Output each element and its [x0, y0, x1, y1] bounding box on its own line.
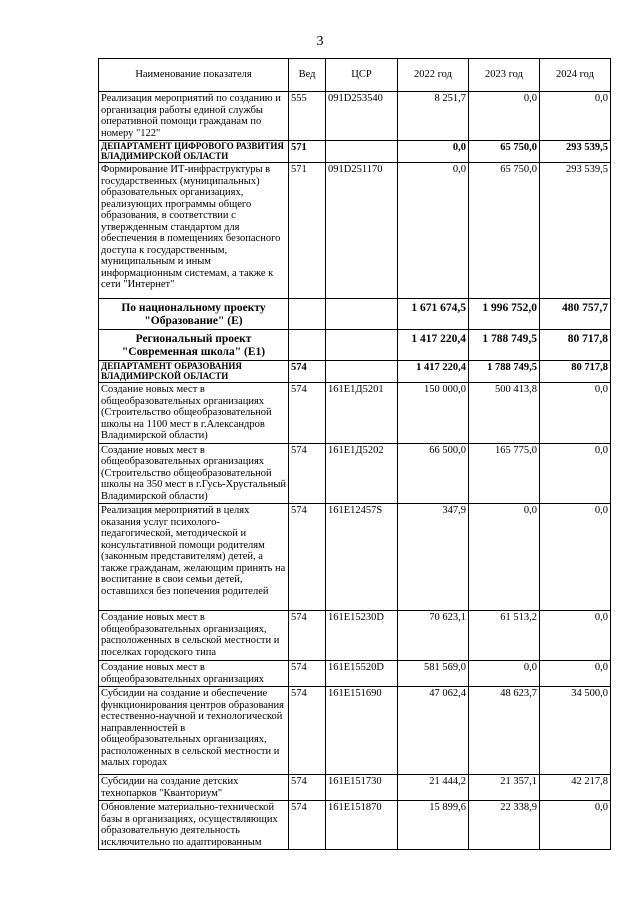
row-2023: 1 788 749,5 [469, 330, 540, 361]
row-csr: 091D253540 [326, 92, 398, 141]
table-row [99, 299, 611, 330]
table-row [99, 141, 611, 163]
row-2024: 0,0 [540, 443, 611, 504]
budget-table [98, 58, 611, 850]
table-row [99, 330, 611, 361]
row-ved [289, 330, 326, 361]
row-2022: 8 251,7 [398, 92, 469, 141]
row-ved: 574 [289, 687, 326, 775]
row-2022: 66 500,0 [398, 443, 469, 504]
row-2024: 80 717,8 [540, 330, 611, 361]
row-2024: 0,0 [540, 611, 611, 661]
row-ved: 574 [289, 775, 326, 801]
row-ved [289, 299, 326, 330]
row-2024: 0,0 [540, 383, 611, 444]
table-row [99, 361, 611, 383]
row-csr: 161E151870 [326, 801, 398, 850]
table-row [99, 661, 611, 687]
row-csr: 161E151730 [326, 775, 398, 801]
row-name: ДЕПАРТАМЕНТ ЦИФРОВОГО РАЗВИТИЯ ВЛАДИМИРСКОЙ ОБЛАСТИ [99, 141, 289, 163]
row-2024: 0,0 [540, 504, 611, 611]
row-csr [326, 141, 398, 163]
row-csr: 091D251170 [326, 163, 398, 299]
row-name: Региональный проект "Современная школа" (Е1) [99, 330, 289, 361]
row-ved: 574 [289, 383, 326, 444]
header-name: Наименование показателя [99, 59, 289, 92]
row-2022: 581 569,0 [398, 661, 469, 687]
row-name: Реализация мероприятий в целях оказания услуг психолого-педагогической, методической и консультативной помощи родителям (законным представителям) детей, а также гражданам, желающим принять на воспитание в свои семьи детей, оставшихся без попечения родителей [99, 504, 289, 611]
row-2023: 65 750,0 [469, 163, 540, 299]
row-ved: 574 [289, 661, 326, 687]
table-body [99, 92, 611, 850]
row-csr: 161E12457S [326, 504, 398, 611]
row-2023: 48 623,7 [469, 687, 540, 775]
row-2023: 0,0 [469, 661, 540, 687]
row-2023: 61 513,2 [469, 611, 540, 661]
row-name: Создание новых мест в общеобразовательных организациях [99, 661, 289, 687]
row-2023: 165 775,0 [469, 443, 540, 504]
row-2024: 34 500,0 [540, 687, 611, 775]
table-row [99, 801, 611, 850]
row-ved: 555 [289, 92, 326, 141]
row-2023: 21 357,1 [469, 775, 540, 801]
row-ved: 574 [289, 443, 326, 504]
row-csr: 161E1Д5202 [326, 443, 398, 504]
row-2022: 47 062,4 [398, 687, 469, 775]
table-row [99, 383, 611, 444]
row-2022: 1 417 220,4 [398, 330, 469, 361]
header-2023: 2023 год [469, 59, 540, 92]
row-ved: 574 [289, 611, 326, 661]
row-2022: 70 623,1 [398, 611, 469, 661]
row-2024: 293 539,5 [540, 141, 611, 163]
row-2022: 0,0 [398, 163, 469, 299]
row-csr: 161E15520D [326, 661, 398, 687]
page-number: 3 [316, 34, 324, 49]
row-csr [326, 299, 398, 330]
row-csr: 161E151690 [326, 687, 398, 775]
row-name: Создание новых мест в общеобразовательных организациях (Строительство общеобразовательной школы на 350 мест в г.Гусь-Хрустальный Владимирской области) [99, 443, 289, 504]
row-2023: 0,0 [469, 92, 540, 141]
row-name: Обновление материально-технической базы в организациях, осуществляющих образовательную деятельность исключительно по адаптированным [99, 801, 289, 850]
row-2022: 1 671 674,5 [398, 299, 469, 330]
row-ved: 574 [289, 361, 326, 383]
row-2024: 293 539,5 [540, 163, 611, 299]
row-2024: 0,0 [540, 92, 611, 141]
row-2022: 21 444,2 [398, 775, 469, 801]
row-2023: 0,0 [469, 504, 540, 611]
table-row [99, 687, 611, 775]
row-2024: 42 217,8 [540, 775, 611, 801]
header-2024: 2024 год [540, 59, 611, 92]
row-name: По национальному проекту "Образование" (Е) [99, 299, 289, 330]
row-name: ДЕПАРТАМЕНТ ОБРАЗОВАНИЯ ВЛАДИМИРСКОЙ ОБЛАСТИ [99, 361, 289, 383]
row-ved: 571 [289, 163, 326, 299]
row-name: Формирование ИТ-инфраструктуры в государственных (муниципальных) образовательных организациях, реализующих программы общего образования, в соответствии с утвержденным стандартом для обеспечения в помещениях безопасного доступа к государственным, муниципальным и иным информационным системам, а также к сети "Интернет" [99, 163, 289, 299]
row-2022: 15 899,6 [398, 801, 469, 850]
row-2024: 80 717,8 [540, 361, 611, 383]
row-csr [326, 361, 398, 383]
row-name: Создание новых мест в общеобразовательных организациях (Строительство общеобразовательной школы на 1100 мест в г.Александров Владимирской области) [99, 383, 289, 444]
row-2022: 0,0 [398, 141, 469, 163]
row-2022: 150 000,0 [398, 383, 469, 444]
row-csr: 161E15230D [326, 611, 398, 661]
table-row [99, 163, 611, 299]
row-ved: 574 [289, 801, 326, 850]
table-row [99, 504, 611, 611]
row-name: Реализация мероприятий по созданию и организация работы единой службы оперативной помощи гражданам по номеру "122" [99, 92, 289, 141]
row-2023: 22 338,9 [469, 801, 540, 850]
row-2024: 0,0 [540, 661, 611, 687]
table-row [99, 92, 611, 141]
row-name: Субсидии на создание и обеспечение функционирования центров образования естественно-научной и технологической направленностей в общеобразовательных организациях, расположенных в сельской местности и малых городах [99, 687, 289, 775]
row-2023: 65 750,0 [469, 141, 540, 163]
table-row [99, 611, 611, 661]
row-2024: 480 757,7 [540, 299, 611, 330]
row-2023: 1 996 752,0 [469, 299, 540, 330]
header-csr: ЦСР [326, 59, 398, 92]
row-2022: 347,9 [398, 504, 469, 611]
row-name: Субсидии на создание детских технопарков "Кванториум" [99, 775, 289, 801]
row-2022: 1 417 220,4 [398, 361, 469, 383]
table-header-row [99, 59, 611, 92]
table-row [99, 443, 611, 504]
row-name: Создание новых мест в общеобразовательных организациях, расположенных в сельской местности и поселках городского типа [99, 611, 289, 661]
row-ved: 574 [289, 504, 326, 611]
header-ved: Вед [289, 59, 326, 92]
row-ved: 571 [289, 141, 326, 163]
row-csr [326, 330, 398, 361]
row-2023: 500 413,8 [469, 383, 540, 444]
row-2024: 0,0 [540, 801, 611, 850]
table-row [99, 775, 611, 801]
header-2022: 2022 год [398, 59, 469, 92]
row-csr: 161E1Д5201 [326, 383, 398, 444]
row-2023: 1 788 749,5 [469, 361, 540, 383]
